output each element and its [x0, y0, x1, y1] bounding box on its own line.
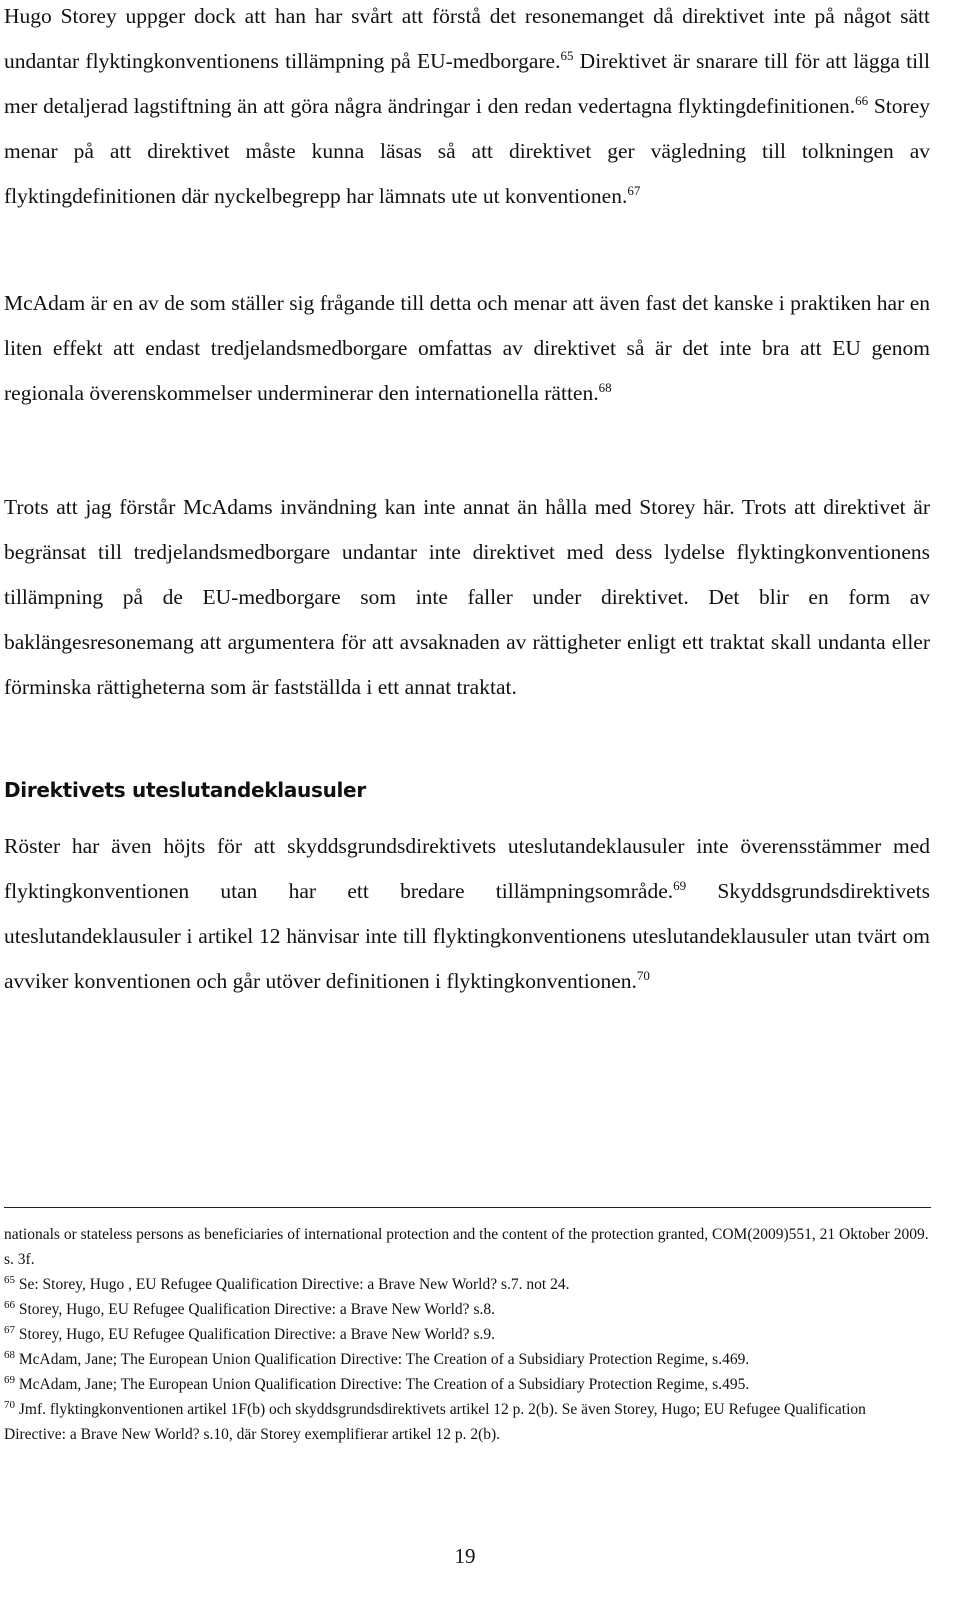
paragraph-text: Direktivet är snarare till för att lägga till mer detaljerad lagstiftning än att göra några ändringar i den redan vedertagna flyktingdefinitionen.: [4, 49, 930, 118]
paragraph-text: Trots att jag förstår McAdams invändning kan inte annat än hålla med Storey här. Trots att direktivet är begränsat till tredjelandsmedborgare undantar inte direktivet med dess lydelse flyktingkonventionens tillämpning på de EU-medborgare som inte faller under direktivet. Det blir en form av baklängesresonemang att argumentera för att avsaknaden av rättigheter enligt ett traktat skall undanta eller förminska rättigheterna som är fastställda i ett annat traktat.: [4, 495, 930, 699]
section-heading: Direktivets uteslutandeklausuler: [4, 778, 366, 802]
footnote-68: [4, 1347, 930, 1372]
footnote-number: 67: [4, 1324, 15, 1336]
footnote-continuation: nationals or stateless persons as beneficiaries of international protection and the content of the protection granted, COM(2009)551, 21 Oktober 2009. s. 3f.: [4, 1226, 929, 1268]
footnote-70: [4, 1397, 930, 1447]
footnote-ref-66[interactable]: 66: [855, 93, 869, 108]
footnote-number: 65: [4, 1274, 15, 1286]
paragraph-text: Skyddsgrundsdirektivets uteslutandeklausuler i artikel 12 hänvisar inte till flyktingkonventionens uteslutandeklausuler utan tvärt om avviker konventionen och går utöver definitionen i flyktingkonventionen.: [4, 879, 930, 993]
paragraph-storey: [4, 0, 930, 219]
footnote-text: Jmf. flyktingkonventionen artikel 1F(b) och skyddsgrundsdirektivets artikel 12 p. 2(b). Se även Storey, Hugo; EU Refugee Qualification Directive: a Brave New World? s.10, där Storey exemplifierar artikel 12 p. 2(b).: [4, 1401, 866, 1443]
paragraph-text: Röster har även höjts för att skyddsgrundsdirektivets uteslutandeklausuler inte överensstämmer med flyktingkonventionen utan har ett bredare tillämpningsområde.: [4, 834, 930, 903]
footnote-text: Storey, Hugo, EU Refugee Qualification Directive: a Brave New World? s.8.: [15, 1301, 495, 1318]
footnote-number: 66: [4, 1299, 15, 1311]
page-number: 19: [454, 1544, 476, 1568]
paragraph-text: Hugo Storey uppger dock att han har svårt att förstå det resonemanget då direktivet inte på något sätt undantar flyktingkonventionens tillämpning på EU-medborgare.: [4, 4, 930, 73]
paragraph-text: Storey menar på att direktivet måste kunna läsas så att direktivet ger vägledning till tolkningen av flyktingdefinitionen där nyckelbegrepp har lämnats ute ut konventionen.: [4, 94, 930, 208]
footnotes: [4, 1222, 930, 1447]
footnote-ref-67[interactable]: 67: [627, 183, 641, 198]
footnote-text: Storey, Hugo, EU Refugee Qualification Directive: a Brave New World? s.9.: [15, 1326, 495, 1343]
footnote-66: [4, 1297, 930, 1322]
footnote-ref-70[interactable]: 70: [636, 968, 650, 983]
paragraph-exclusion-clauses: [4, 824, 930, 1004]
footnote-ref-65[interactable]: 65: [560, 48, 574, 63]
footnote-65: [4, 1272, 930, 1297]
footnote-ref-68[interactable]: 68: [598, 380, 612, 395]
footnote-number: 70: [4, 1399, 15, 1411]
paragraph-analysis: [4, 485, 930, 710]
footnote-separator: [4, 1207, 931, 1208]
footnote-67: [4, 1322, 930, 1347]
footnote-text: McAdam, Jane; The European Union Qualification Directive: The Creation of a Subsidiary Protection Regime, s.469.: [15, 1351, 750, 1368]
paragraph-text: McAdam är en av de som ställer sig frågande till detta och menar att även fast det kanske i praktiken har en liten effekt att endast tredjelandsmedborgare omfattas av direktivet så är det inte bra att EU genom regionala överenskommelser underminerar den internationella rätten.: [4, 291, 930, 405]
footnote-number: 69: [4, 1374, 15, 1386]
footnote-ref-69[interactable]: 69: [673, 878, 687, 893]
paragraph-mcadam: [4, 281, 930, 416]
footnote-text: McAdam, Jane; The European Union Qualification Directive: The Creation of a Subsidiary Protection Regime, s.495.: [15, 1376, 750, 1393]
footnote-text: Se: Storey, Hugo , EU Refugee Qualification Directive: a Brave New World? s.7. not 24.: [15, 1276, 570, 1293]
footnote-69: [4, 1372, 930, 1397]
footnote-number: 68: [4, 1349, 15, 1361]
